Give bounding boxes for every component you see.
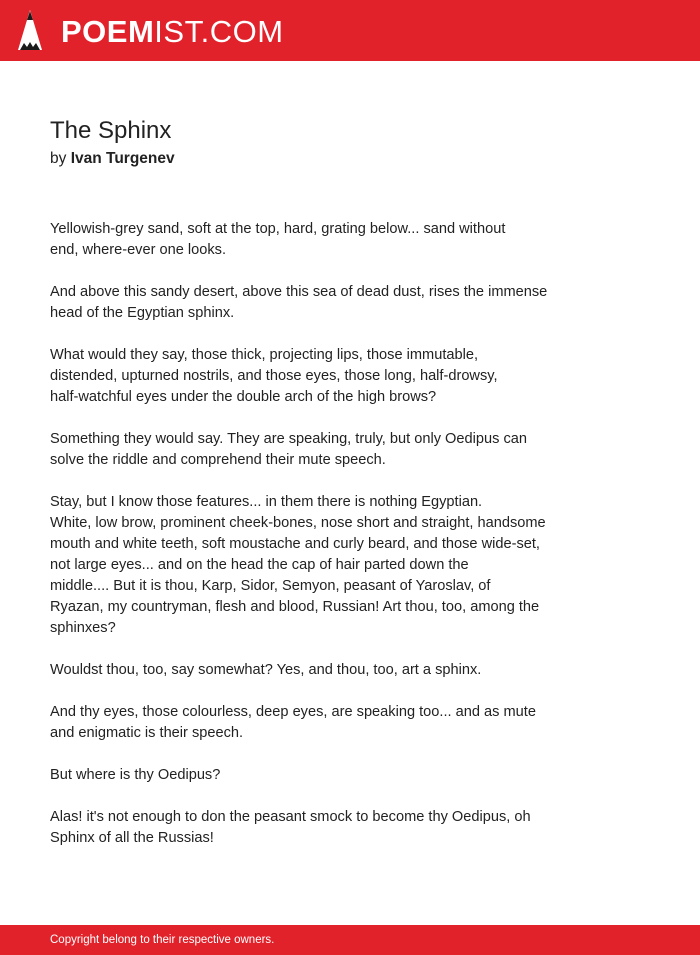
poem-line: solve the riddle and comprehend their mute speech. <box>50 452 386 468</box>
poem-line: Something they would say. They are speaking, truly, but only Oedipus can <box>50 431 527 447</box>
poem-stanza <box>50 660 590 681</box>
poem-line: And above this sandy desert, above this sea of dead dust, rises the immense <box>50 284 548 300</box>
poem-line: and enigmatic is their speech. <box>50 725 244 741</box>
poem-line: Wouldst thou, too, say somewhat? Yes, and thou, too, art a sphinx. <box>50 662 482 678</box>
poem-stanza <box>50 429 590 471</box>
author-link[interactable]: Ivan Turgenev <box>70 150 175 167</box>
poem-line: Stay, but I know those features... in them there is nothing Egyptian. <box>50 494 483 510</box>
poem-line: sphinxes? <box>50 620 116 636</box>
copyright-text: Copyright belong to their respective owners. <box>50 934 275 946</box>
poem-title: The Sphinx <box>50 117 172 144</box>
poem-line: end, where-ever one looks. <box>50 242 227 258</box>
poem-line: distended, upturned nostrils, and those eyes, those long, half-drowsy, <box>50 368 498 384</box>
poem-line: Alas! it's not enough to don the peasant smock to become thy Oedipus, oh <box>50 809 531 825</box>
poem-line: not large eyes... and on the head the cap of hair parted down the <box>50 557 469 573</box>
byline <box>50 149 175 169</box>
logo-light-text: IST.COM <box>154 13 284 49</box>
poem-stanza <box>50 219 590 261</box>
poem-line: And thy eyes, those colourless, deep eyes, are speaking too... and as mute <box>50 704 536 720</box>
poem-line: mouth and white teeth, soft moustache and curly beard, and those wide-set, <box>50 536 540 552</box>
poem-stanza <box>50 807 590 849</box>
poem-stanza <box>50 492 590 639</box>
footer-bar <box>0 925 700 955</box>
poem-line: But where is thy Oedipus? <box>50 767 221 783</box>
poem-stanza <box>50 702 590 744</box>
poem-line: Sphinx of all the Russias! <box>50 830 214 846</box>
poem-line: middle.... But it is thou, Karp, Sidor, Semyon, peasant of Yaroslav, of <box>50 578 491 594</box>
by-label: by <box>50 150 67 167</box>
site-logo[interactable] <box>18 9 284 53</box>
poem-stanza <box>50 282 590 324</box>
poem-line: head of the Egyptian sphinx. <box>50 305 235 321</box>
poem-line: White, low brow, prominent cheek-bones, nose short and straight, handsome <box>50 515 546 531</box>
poem-line: half-watchful eyes under the double arch of the high brows? <box>50 389 437 405</box>
poem-body <box>50 219 590 870</box>
logo-wordmark <box>61 13 284 49</box>
pencil-tip-icon <box>18 10 42 52</box>
logo-strong-text: POEM <box>61 13 155 49</box>
poem-stanza <box>50 765 590 786</box>
poem-line: Ryazan, my countryman, flesh and blood, Russian! Art thou, too, among the <box>50 599 540 615</box>
top-bar <box>0 0 700 61</box>
poem-line: What would they say, those thick, projecting lips, those immutable, <box>50 347 479 363</box>
poem-stanza <box>50 345 590 408</box>
poem-line: Yellowish-grey sand, soft at the top, hard, grating below... sand without <box>50 221 506 237</box>
